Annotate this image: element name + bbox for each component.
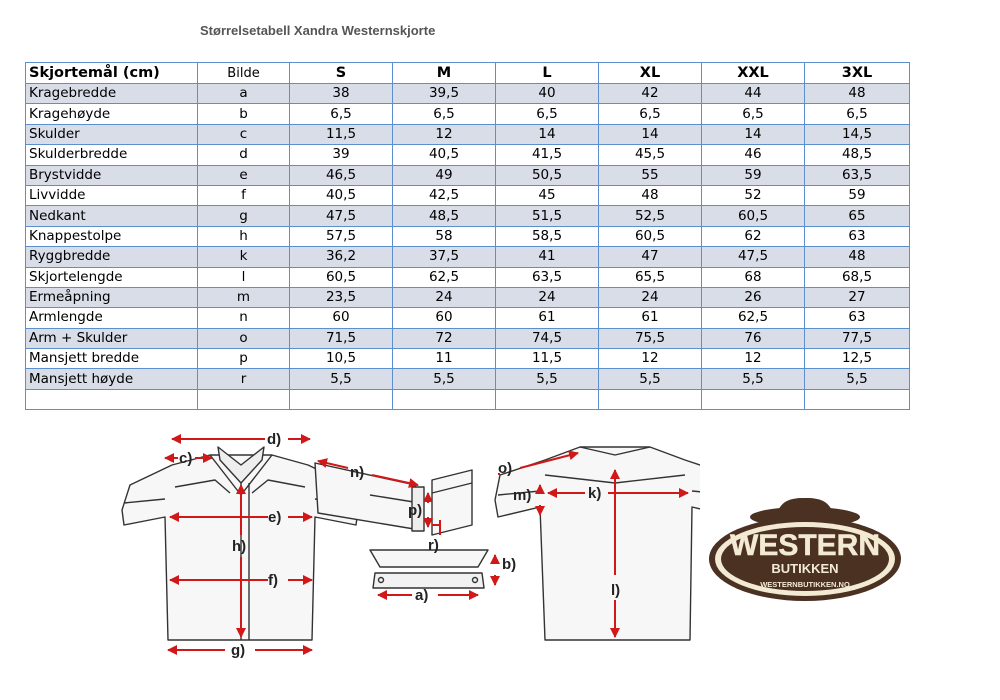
label-a: a) bbox=[415, 587, 429, 604]
table-cell: 49 bbox=[393, 165, 496, 185]
table-cell: 36,2 bbox=[290, 247, 393, 267]
table-cell: h bbox=[198, 226, 290, 246]
label-b: b) bbox=[502, 556, 517, 573]
table-row bbox=[26, 206, 910, 226]
label-f: f) bbox=[268, 572, 278, 589]
table-cell: a bbox=[198, 84, 290, 104]
table-cell: 26 bbox=[702, 287, 805, 307]
table-row bbox=[26, 369, 910, 389]
table-cell: 12 bbox=[393, 124, 496, 144]
table-cell: 47,5 bbox=[702, 247, 805, 267]
row-label: Skulderbredde bbox=[26, 145, 198, 165]
table-cell: 60,5 bbox=[702, 206, 805, 226]
table-cell: 27 bbox=[805, 287, 910, 307]
table-row bbox=[26, 104, 910, 124]
shirt-measurement-diagram bbox=[0, 425, 700, 700]
table-cell: 63,5 bbox=[805, 165, 910, 185]
label-d: d) bbox=[267, 431, 282, 448]
page-title: Størrelsetabell Xandra Westernskjorte bbox=[200, 23, 436, 38]
table-cell: 58 bbox=[393, 226, 496, 246]
table-cell: 62,5 bbox=[393, 267, 496, 287]
table-cell: 72 bbox=[393, 328, 496, 348]
table-cell: 48 bbox=[599, 185, 702, 205]
table-cell: 76 bbox=[702, 328, 805, 348]
table-cell: 60 bbox=[393, 308, 496, 328]
column-header: S bbox=[290, 63, 393, 84]
table-cell: 5,5 bbox=[599, 369, 702, 389]
row-label: Armlengde bbox=[26, 308, 198, 328]
table-cell: 6,5 bbox=[290, 104, 393, 124]
table-cell: 68,5 bbox=[805, 267, 910, 287]
table-cell: 48 bbox=[805, 84, 910, 104]
table-cell: 48,5 bbox=[805, 145, 910, 165]
table-cell: d bbox=[198, 145, 290, 165]
table-cell: 5,5 bbox=[496, 369, 599, 389]
table-cell: 5,5 bbox=[290, 369, 393, 389]
table-cell: 6,5 bbox=[599, 104, 702, 124]
table-cell: 5,5 bbox=[393, 369, 496, 389]
collar-piece bbox=[370, 550, 488, 588]
table-cell: 41 bbox=[496, 247, 599, 267]
row-label: Mansjett bredde bbox=[26, 349, 198, 369]
table-cell: 52,5 bbox=[599, 206, 702, 226]
table-cell: 68 bbox=[702, 267, 805, 287]
table-cell bbox=[805, 389, 910, 409]
table-cell: l bbox=[198, 267, 290, 287]
column-header: Bilde bbox=[198, 63, 290, 84]
label-k: k) bbox=[588, 485, 602, 502]
table-cell: 71,5 bbox=[290, 328, 393, 348]
table-cell: 39 bbox=[290, 145, 393, 165]
table-cell: 24 bbox=[599, 287, 702, 307]
table-cell: 24 bbox=[393, 287, 496, 307]
western-butikken-logo bbox=[705, 495, 905, 605]
table-cell: 61 bbox=[599, 308, 702, 328]
row-label: Kragehøyde bbox=[26, 104, 198, 124]
table-cell: 44 bbox=[702, 84, 805, 104]
table-cell: f bbox=[198, 185, 290, 205]
label-g: g) bbox=[231, 642, 246, 659]
table-cell: 5,5 bbox=[702, 369, 805, 389]
table-cell bbox=[393, 389, 496, 409]
table-cell: 40,5 bbox=[393, 145, 496, 165]
logo-sub-text: BUTIKKEN bbox=[771, 561, 839, 576]
label-p: p) bbox=[408, 502, 423, 519]
label-l: l) bbox=[611, 582, 621, 599]
row-label: Nedkant bbox=[26, 206, 198, 226]
table-cell: 57,5 bbox=[290, 226, 393, 246]
table-cell: 60,5 bbox=[290, 267, 393, 287]
column-header: 3XL bbox=[805, 63, 910, 84]
table-cell: b bbox=[198, 104, 290, 124]
table-row bbox=[26, 124, 910, 144]
table-cell: 45 bbox=[496, 185, 599, 205]
table-cell: 42 bbox=[599, 84, 702, 104]
table-cell: 24 bbox=[496, 287, 599, 307]
table-cell: 75,5 bbox=[599, 328, 702, 348]
table-row bbox=[26, 308, 910, 328]
table-cell bbox=[496, 389, 599, 409]
table-cell: 14,5 bbox=[805, 124, 910, 144]
table-cell: 6,5 bbox=[702, 104, 805, 124]
table-cell: m bbox=[198, 287, 290, 307]
table-cell: 59 bbox=[702, 165, 805, 185]
table-cell: 23,5 bbox=[290, 287, 393, 307]
column-header: XXL bbox=[702, 63, 805, 84]
table-cell: 38 bbox=[290, 84, 393, 104]
table-cell: 6,5 bbox=[496, 104, 599, 124]
table-cell: 63 bbox=[805, 308, 910, 328]
table-row bbox=[26, 84, 910, 104]
table-cell: o bbox=[198, 328, 290, 348]
table-cell: 6,5 bbox=[393, 104, 496, 124]
logo-url-text: WESTERNBUTIKKEN.NO bbox=[760, 580, 850, 589]
table-row bbox=[26, 287, 910, 307]
table-cell: 14 bbox=[702, 124, 805, 144]
table-cell: 60 bbox=[290, 308, 393, 328]
table-cell: 48 bbox=[805, 247, 910, 267]
table-header-row bbox=[26, 63, 910, 84]
label-c: c) bbox=[179, 450, 193, 467]
label-m: m) bbox=[513, 487, 532, 504]
table-cell: 40 bbox=[496, 84, 599, 104]
table-cell: 14 bbox=[599, 124, 702, 144]
table-cell: 50,5 bbox=[496, 165, 599, 185]
table-row bbox=[26, 247, 910, 267]
label-r: r) bbox=[428, 537, 439, 554]
logo-main-text: WESTERN bbox=[730, 529, 880, 562]
table-cell: 55 bbox=[599, 165, 702, 185]
table-cell: 63 bbox=[805, 226, 910, 246]
row-label: Mansjett høyde bbox=[26, 369, 198, 389]
table-cell: c bbox=[198, 124, 290, 144]
column-header: XL bbox=[599, 63, 702, 84]
table-row bbox=[26, 165, 910, 185]
table-row bbox=[26, 145, 910, 165]
table-row bbox=[26, 226, 910, 246]
table-cell: n bbox=[198, 308, 290, 328]
table-cell bbox=[702, 389, 805, 409]
table-cell: 41,5 bbox=[496, 145, 599, 165]
table-cell: 62,5 bbox=[702, 308, 805, 328]
row-label: Arm + Skulder bbox=[26, 328, 198, 348]
table-cell bbox=[198, 389, 290, 409]
table-row bbox=[26, 389, 910, 409]
table-cell: 60,5 bbox=[599, 226, 702, 246]
table-cell: 59 bbox=[805, 185, 910, 205]
label-n: n) bbox=[350, 464, 365, 481]
table-cell: 61 bbox=[496, 308, 599, 328]
table-cell: 45,5 bbox=[599, 145, 702, 165]
table-cell: 47 bbox=[599, 247, 702, 267]
table-cell: 10,5 bbox=[290, 349, 393, 369]
row-label: Skjortelengde bbox=[26, 267, 198, 287]
table-cell: 52 bbox=[702, 185, 805, 205]
table-cell: 37,5 bbox=[393, 247, 496, 267]
column-header: M bbox=[393, 63, 496, 84]
table-cell: p bbox=[198, 349, 290, 369]
table-cell: 62 bbox=[702, 226, 805, 246]
table-cell: 48,5 bbox=[393, 206, 496, 226]
row-label: Knappestolpe bbox=[26, 226, 198, 246]
table-cell: e bbox=[198, 165, 290, 185]
row-label: Skulder bbox=[26, 124, 198, 144]
table-cell: 65,5 bbox=[599, 267, 702, 287]
table-cell: 51,5 bbox=[496, 206, 599, 226]
row-label: Ermeåpning bbox=[26, 287, 198, 307]
table-cell: g bbox=[198, 206, 290, 226]
table-row bbox=[26, 267, 910, 287]
column-header: L bbox=[496, 63, 599, 84]
table-cell: 63,5 bbox=[496, 267, 599, 287]
table-cell: 14 bbox=[496, 124, 599, 144]
row-label: Brystvidde bbox=[26, 165, 198, 185]
table-cell: 46 bbox=[702, 145, 805, 165]
table-cell: 77,5 bbox=[805, 328, 910, 348]
table-cell: 47,5 bbox=[290, 206, 393, 226]
row-label: Livvidde bbox=[26, 185, 198, 205]
table-cell: 39,5 bbox=[393, 84, 496, 104]
table-cell: 12 bbox=[599, 349, 702, 369]
table-row bbox=[26, 349, 910, 369]
table-cell: 12 bbox=[702, 349, 805, 369]
label-e: e) bbox=[268, 509, 282, 526]
table-cell: k bbox=[198, 247, 290, 267]
table-cell: 11,5 bbox=[290, 124, 393, 144]
table-cell: 46,5 bbox=[290, 165, 393, 185]
column-header: Skjortemål (cm) bbox=[26, 63, 198, 84]
table-cell: 6,5 bbox=[805, 104, 910, 124]
table-cell bbox=[290, 389, 393, 409]
back-shirt bbox=[495, 447, 700, 640]
table-cell: 42,5 bbox=[393, 185, 496, 205]
label-o: o) bbox=[498, 460, 513, 477]
label-h: h) bbox=[232, 538, 247, 555]
table-cell bbox=[599, 389, 702, 409]
table-cell: 40,5 bbox=[290, 185, 393, 205]
table-cell: 74,5 bbox=[496, 328, 599, 348]
table-row bbox=[26, 185, 910, 205]
table-cell: 65 bbox=[805, 206, 910, 226]
row-label: Ryggbredde bbox=[26, 247, 198, 267]
table-cell: 5,5 bbox=[805, 369, 910, 389]
table-cell: r bbox=[198, 369, 290, 389]
table-cell: 12,5 bbox=[805, 349, 910, 369]
table-cell: 11,5 bbox=[496, 349, 599, 369]
table-row bbox=[26, 328, 910, 348]
table-cell: 11 bbox=[393, 349, 496, 369]
size-table bbox=[25, 62, 910, 410]
row-label: Kragebredde bbox=[26, 84, 198, 104]
row-label bbox=[26, 389, 198, 409]
table-cell: 58,5 bbox=[496, 226, 599, 246]
